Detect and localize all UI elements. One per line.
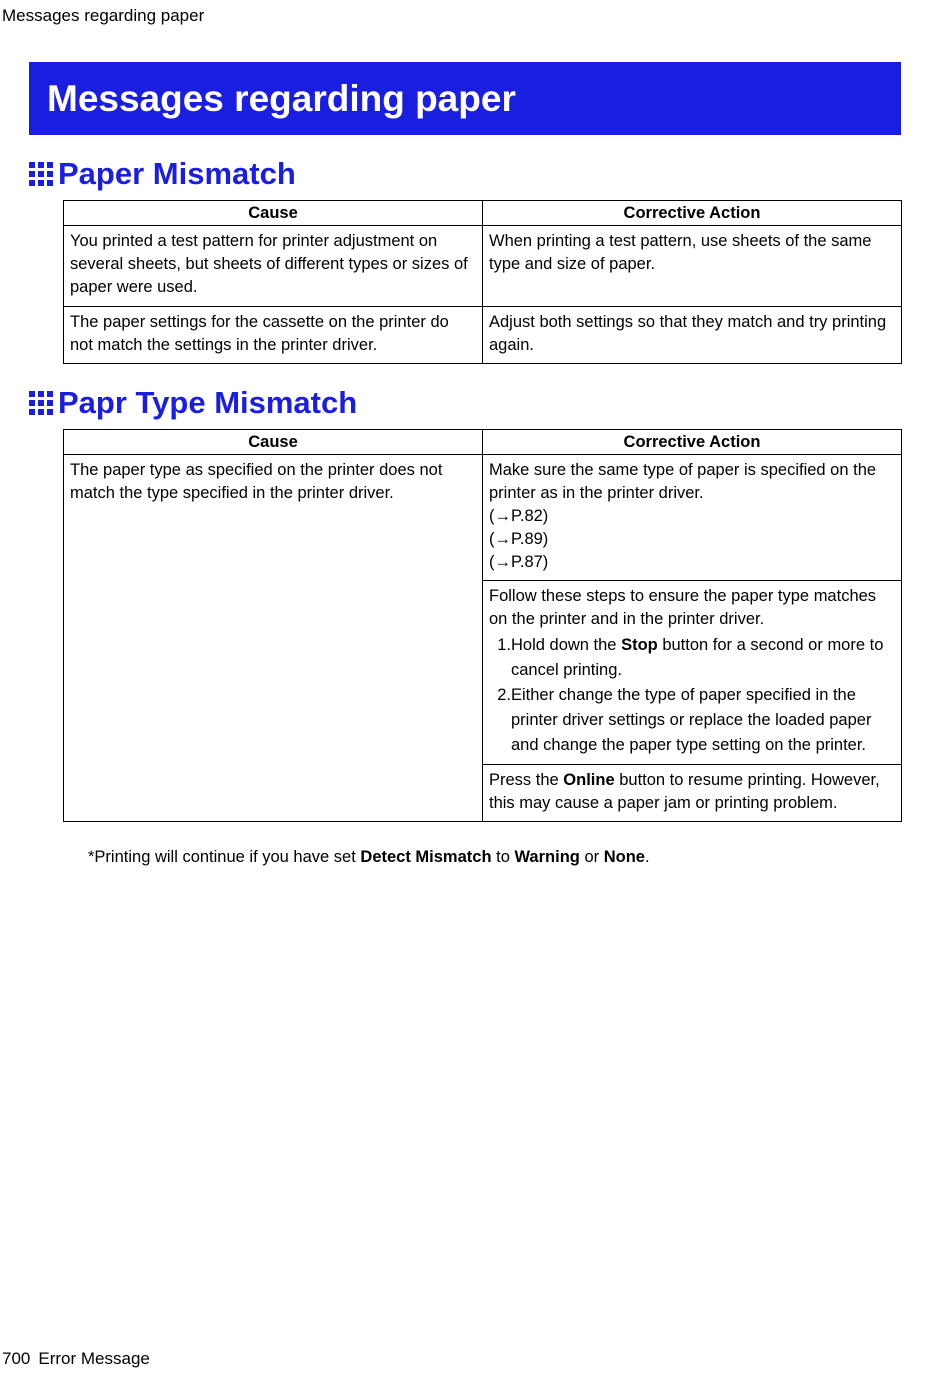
action-text-part: button to resume printing. However, this may cause a paper jam or printing problem. (489, 771, 880, 812)
step-text-part: Hold down the (511, 636, 622, 654)
action-cell: Adjust both settings so that they match and try printing again. (483, 307, 902, 364)
step-text: Either change the type of paper specified in the printer driver settings or replace the loaded paper and change the paper type setting on the printer. (511, 686, 872, 754)
action-cell (483, 455, 902, 581)
action-cell (483, 581, 902, 765)
column-header-action: Corrective Action (483, 430, 902, 455)
online-button-label: Online (563, 771, 615, 789)
footnote-bold: Warning (514, 848, 580, 866)
section-title: Papr Type Mismatch (58, 385, 358, 420)
page-reference-link[interactable]: (→P.87) (489, 553, 549, 571)
footnote-bold: None (603, 848, 645, 866)
footnote-bold: Detect Mismatch (360, 848, 492, 866)
paper-mismatch-table (63, 200, 902, 364)
table-row (64, 307, 902, 364)
action-cell (483, 765, 902, 822)
cause-cell: The paper type as specified on the printer does not match the type specified in the printer driver. (64, 455, 483, 822)
page-reference-link[interactable]: (→P.82) (489, 507, 549, 525)
page-title-banner (29, 62, 901, 135)
footnote (88, 848, 650, 867)
section-title: Paper Mismatch (58, 156, 296, 191)
step-text-part: button for a second or more to cancel printing. (511, 636, 884, 679)
page-reference-link[interactable]: (→P.89) (489, 530, 549, 548)
footer-section-name: Error Message (38, 1349, 150, 1368)
action-text-part: Press the (489, 771, 564, 789)
table-header-row (64, 201, 902, 226)
column-header-cause: Cause (64, 430, 483, 455)
step-number: 1. (497, 636, 511, 654)
grid-icon (29, 391, 53, 415)
step-text (511, 633, 895, 683)
action-cell: When printing a test pattern, use sheets of the same type and size of paper. (483, 226, 902, 307)
page-title: Messages regarding paper (47, 77, 516, 119)
table-header-row (64, 430, 902, 455)
footnote-text: to (491, 848, 515, 866)
action-intro: Follow these steps to ensure the paper type matches on the printer and in the printer driver. (489, 587, 877, 628)
column-header-action: Corrective Action (483, 201, 902, 226)
page-footer (2, 1349, 150, 1369)
footnote-text: . (644, 848, 650, 866)
list-item (489, 683, 895, 758)
stop-button-label: Stop (621, 636, 658, 654)
action-text: Make sure the same type of paper is specified on the printer as in the printer driver. (489, 461, 877, 502)
list-item (489, 633, 895, 683)
section-heading-paper-mismatch (29, 156, 296, 192)
table-row (64, 226, 902, 307)
footnote-text: or (579, 848, 604, 866)
column-header-cause: Cause (64, 201, 483, 226)
table-row (64, 455, 902, 581)
paper-type-mismatch-table (63, 429, 902, 822)
running-head: Messages regarding paper (2, 6, 205, 25)
page-number: 700 (2, 1349, 31, 1368)
step-number: 2. (497, 686, 511, 704)
cause-cell: You printed a test pattern for printer adjustment on several sheets, but sheets of different types or sizes of paper were used. (64, 226, 483, 307)
section-heading-paper-type-mismatch (29, 385, 357, 421)
grid-icon (29, 162, 53, 186)
cause-cell: The paper settings for the cassette on the printer do not match the settings in the printer driver. (64, 307, 483, 364)
steps-list (489, 633, 895, 758)
footnote-text: *Printing will continue if you have set (88, 848, 361, 866)
